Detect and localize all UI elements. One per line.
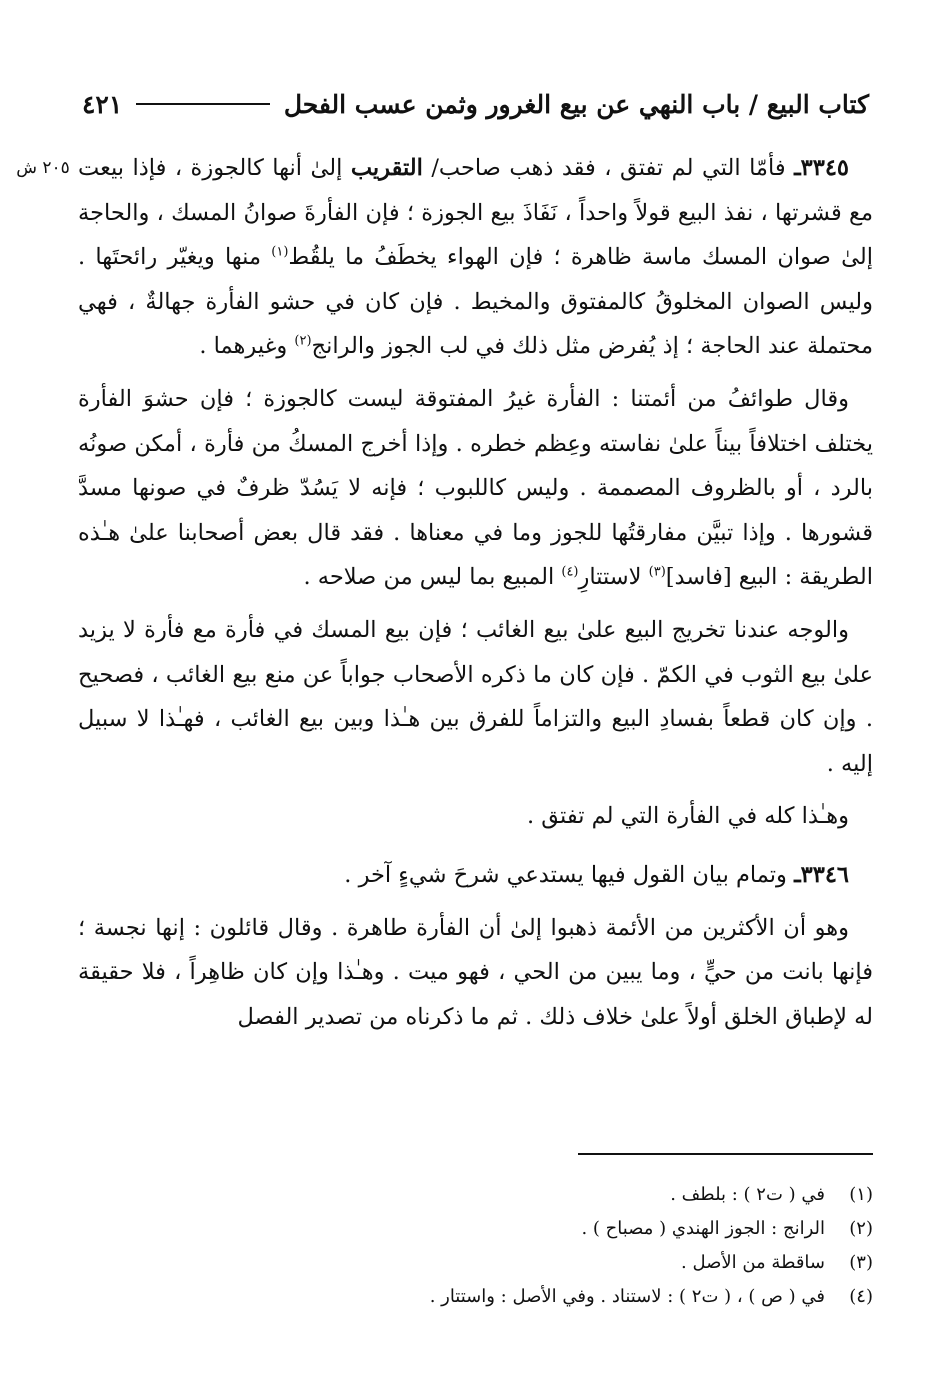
footnote-2 <box>78 1212 873 1246</box>
footnote-number: (١) <box>849 1184 873 1205</box>
text-segment: وغيرهما . <box>199 333 295 360</box>
running-header <box>82 84 869 124</box>
footnote-number: (٢) <box>849 1218 873 1239</box>
footnote-4 <box>78 1280 873 1314</box>
footnote-text: ساقطة من الأصل . <box>681 1252 825 1273</box>
footnotes <box>78 1178 873 1314</box>
footnote-number: (٤) <box>849 1286 873 1307</box>
text-segment: وقال طوائفُ من أئمتنا : الفأرة غيرُ المفتوقة ليست كالجوزة ؛ فإن حشوَ الفأرة يختلف اختلافاً بيناً علىٰ نفاسته وعِظم خطره . وإذا أخرج المسكُ من فأرة ، أمكن صونُه بالرد ، أو بالظروف المصممة . وليس كاللبوب ؛ فإنه لا يَسُدّ ظرفٌ في صونها مسدَّ قشورها . وإذا تبيَّن مفارقتُها للجوز وما في معناها . فقد قال بعض أصحابنا علىٰ هـٰذه الطريقة : البيع [فاسد] <box>78 385 873 591</box>
text-segment: منها ويغيّر رائحتَها . وليس الصوان المخلوقُ كالمفتوق والمخيط . فإن كان في حشو الفأرة جهالةٌ ، فهي محتملة عند الحاجة ؛ إذ يُفرض مثل ذلك في لب الجوز والرانج <box>78 244 873 360</box>
footnote-text: في ( ص ) ، ( ت٢ ) : لاستناد . وفي الأصل : واستتار . <box>429 1286 825 1307</box>
paragraph-4: وهـٰذا كله في الفأرة التي لم تفتق . <box>526 803 849 830</box>
paragraph-3345 <box>78 146 873 369</box>
text-segment: إلىٰ أنها كالجوزة ، فإذا بيعت مع قشرتها ، نفذ البيع قولاً واحداً ، نَفَاذَ بيع الجوزة ؛ فإن الفأرةَ صوانُ المسك ، والحاجة إلىٰ صوان المسك ماسة ظاهرة ؛ فإن الهواء يخطَفُ ما يلقُط <box>78 155 873 271</box>
margin-manuscript-ref: ٢٠٥ ش <box>16 158 70 178</box>
footnote-ref-3[interactable]: (٣) <box>648 564 666 580</box>
text-segment: وتمام بيان القول فيها يستدعي شرحَ شيءٍ آخر . <box>344 861 795 888</box>
paragraph-2 <box>78 377 873 600</box>
page-number: ٤٢١ <box>82 89 123 119</box>
main-text <box>78 146 873 1039</box>
paragraph-6: وهو أن الأكثرين من الأئمة ذهبوا إلىٰ أن الفأرة طاهرة . وقال قائلون : إنها نجسة ؛ فإنها بانت من حيٍّ ، وما يبين من الحي ، فهو ميت . وهـٰذا وإن كان ظاهِراً ، فلا حقيقة له لإطباق الخلق أولاً علىٰ خلاف ذلك . ثم ما ذكرناه من تصدير الفصل <box>78 914 873 1030</box>
footnote-ref-4[interactable]: (٤) <box>561 564 579 580</box>
header-rule <box>136 103 270 105</box>
footnote-separator <box>578 1153 873 1155</box>
footnote-number: (٣) <box>849 1252 873 1273</box>
book-title-taqrib: التقريب <box>350 155 423 181</box>
text-segment: المبيع بما ليس من صلاحه . <box>303 564 562 591</box>
paragraph-3: والوجه عندنا تخريج البيع علىٰ بيع الغائب ؛ فإن بيع المسك في فأرة مع فأرة لا يزيد علىٰ بيع الثوب في الكمّ . فإن كان ما ذكره الأصحاب جواباً عن منع بيع الغائب ، فصحيح . وإن كان قطعاً بفسادِ البيع والتزاماً للفرق بين هـٰذا وبين بيع الغائب ، فهـٰذا لا سبيل إليه . <box>78 616 873 777</box>
header-title: كتاب البيع / باب النهي عن بيع الغرور وثمن عسب الفحل <box>283 89 869 119</box>
footnote-ref-1[interactable]: (١) <box>271 244 289 260</box>
paragraph-3346 <box>78 853 873 898</box>
footnote-1 <box>78 1178 873 1212</box>
footnote-text: في ( ت٢ ) : بلطف . <box>670 1184 825 1205</box>
text-segment: لاستتارِ <box>578 564 649 591</box>
footnote-text: الرانج : الجوز الهندي ( مصباح ) . <box>581 1218 825 1239</box>
section-number-3346: ٣٣٤٦ـ <box>794 861 849 888</box>
footnote-ref-2[interactable]: (٢) <box>294 333 312 349</box>
section-number-3345: ٣٣٤٥ـ <box>794 155 849 181</box>
footnote-3 <box>78 1246 873 1280</box>
text-segment: فأمّا التي لم تفتق ، فقد ذهب صاحب/ <box>422 155 795 181</box>
